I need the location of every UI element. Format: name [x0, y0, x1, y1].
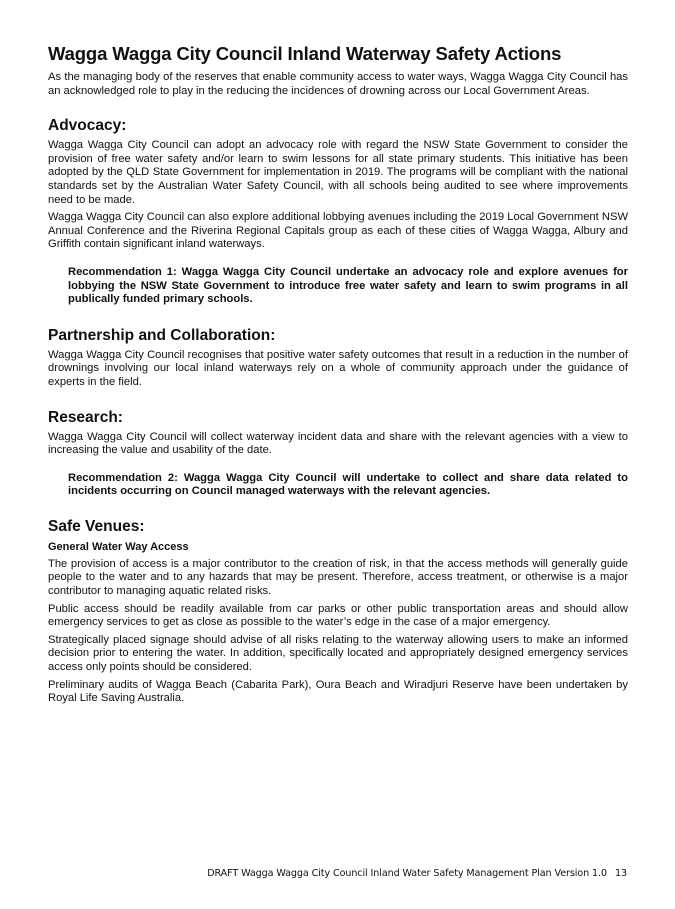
research-heading: Research: [48, 408, 123, 426]
recommendation-2: Recommendation 2: Wagga Wagga City Council will undertake to collect and share data related to incidents occurring on Council managed waterways with the relevant agencies. [68, 471, 628, 498]
research-paragraph: Wagga Wagga City Council will collect waterway incident data and share with the relevant agencies with a view to increasing the value and usability of the date. [48, 430, 628, 457]
safe-venues-paragraph-2: Public access should be readily available from car parks or other public transportation areas and should allow emergency services to get as close as possible to the water’s edge in the case of a major emergency. [48, 602, 628, 629]
recommendation-1: Recommendation 1: Wagga Wagga City Council undertake an advocacy role and explore avenues for lobbying the NSW State Government to introduce free water safety and learn to swim programs in all publically funded primary schools. [68, 265, 628, 306]
page-footer [207, 868, 627, 879]
safe-venues-paragraph-4: Preliminary audits of Wagga Beach (Cabarita Park), Oura Beach and Wiradjuri Reserve have been undertaken by Royal Life Saving Australia. [48, 678, 628, 705]
intro-paragraph: As the managing body of the reserves that enable community access to water ways, Wagga Wagga City Council has an acknowledged role to play in the reducing the incidences of drowning across our Local Government Areas. [48, 71, 628, 97]
safe-venues-paragraph-1: The provision of access is a major contributor to the creation of risk, in that the access methods will generally guide people to the water and to any hazards that may be present. Therefore, access treatment, or otherwise is a major contributor to managing aquatic related risks. [48, 557, 628, 598]
partnership-heading: Partnership and Collaboration: [48, 326, 276, 344]
partnership-paragraph: Wagga Wagga City Council recognises that positive water safety outcomes that result in a reduction in the number of drownings involving our local inland waterways rely on a whole of community approach under the guidance of experts in the field. [48, 348, 628, 388]
advocacy-heading: Advocacy: [48, 117, 127, 135]
footer-text: DRAFT Wagga Wagga City Council Inland Water Safety Management Plan Version 1.0 [207, 868, 607, 879]
advocacy-paragraph-1: Wagga Wagga City Council can adopt an advocacy role with regard the NSW State Government to consider the provision of free water safety and/or learn to swim lessons for all state primary students. This initiative has been adopted by the QLD State Government for implementation in 2019. The programs will be compliant with the national standards set by the Australian Water Safety Council, with all schools being audited to see where improvements need to be made. [48, 139, 628, 206]
safe-venues-paragraph-3: Strategically placed signage should advise of all risks relating to the waterway allowing users to make an informed decision prior to entering the water. In addition, specifically located and appropriately designed emergency services access only points should be considered. [48, 633, 628, 674]
advocacy-paragraph-2: Wagga Wagga City Council can also explore additional lobbying avenues including the 2019 Local Government NSW Annual Conference and the Riverina Regional Capitals group as each of these cities of Wagga Wagga, Albury and Griffith contain significant inland waterways. [48, 211, 628, 251]
safe-venues-heading: Safe Venues: [48, 517, 145, 535]
advocacy-section [48, 116, 628, 307]
research-section [48, 408, 628, 499]
document-page [48, 42, 628, 710]
page-number: 13 [614, 868, 627, 879]
partnership-section [48, 326, 628, 390]
general-access-subheading: General Water Way Access [48, 540, 189, 553]
safe-venues-section [48, 517, 628, 706]
page-title: Wagga Wagga City Council Inland Waterway Safety Actions [48, 43, 562, 64]
